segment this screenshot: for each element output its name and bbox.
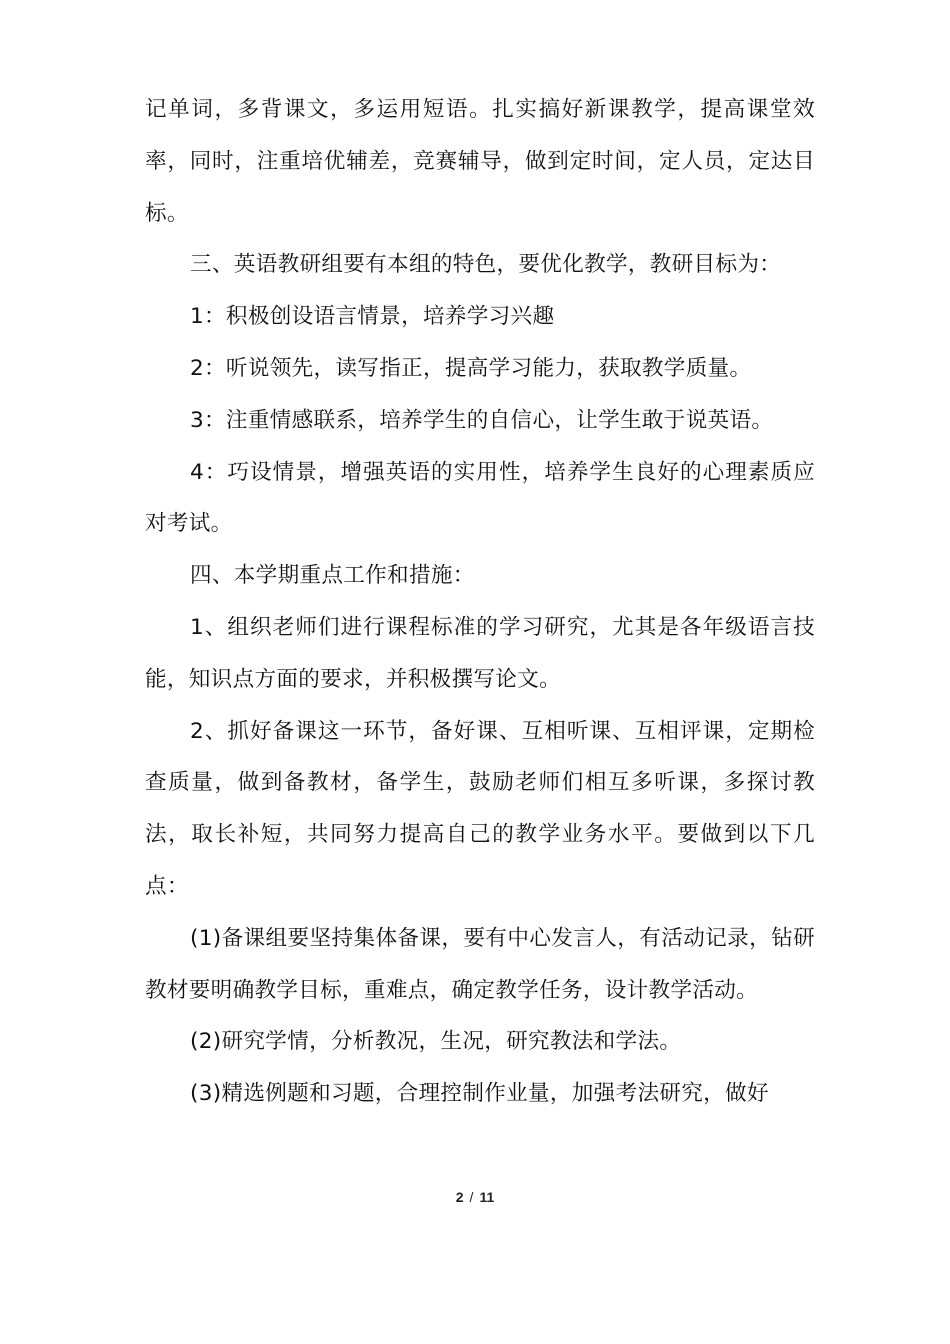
paragraph-4: 2：听说领先，读写指正，提高学习能力，获取教学质量。 <box>190 355 752 381</box>
document-body <box>145 84 815 1120</box>
paragraph-2: 三、英语教研组要有本组的特色，要优化教学，教研目标为： <box>190 252 782 278</box>
page-number-footer <box>0 1189 950 1205</box>
paragraph-11: (2)研究学情，分析教况，生况，研究教法和学法。 <box>190 1029 682 1055</box>
paragraph-12: (3)精选例题和习题，合理控制作业量，加强考法研究，做好 <box>190 1081 769 1107</box>
total-page-count: 11 <box>479 1189 495 1205</box>
paragraph-1: 记单词，多背课文，多运用短语。扎实搞好新课教学，提高课堂效率，同时，注重培优辅差，竞赛辅导，做到定时间，定人员，定达目标。 <box>145 97 815 226</box>
paragraph-10: (1)备课组要坚持集体备课，要有中心发言人，有活动记录，钻研教材要明确教学目标，重难点，确定教学任务，设计教学活动。 <box>145 925 815 1003</box>
paragraph-9: 2、抓好备课这一环节，备好课、互相听课、互相评课，定期检查质量，做到备教材，备学生，鼓励老师们相互多听课，多探讨教法，取长补短，共同努力提高自己的教学业务水平。要做到以下几点： <box>145 718 815 899</box>
page-separator: / <box>469 1189 474 1205</box>
paragraph-3: 1：积极创设语言情景，培养学习兴趣 <box>190 304 555 330</box>
paragraph-6: 4：巧设情景，增强英语的实用性，培养学生良好的心理素质应对考试。 <box>145 459 815 537</box>
paragraph-5: 3：注重情感联系，培养学生的自信心，让学生敢于说英语。 <box>190 407 774 433</box>
paragraph-8: 1、组织老师们进行课程标准的学习研究，尤其是各年级语言技能，知识点方面的要求，并积极撰写论文。 <box>145 614 815 692</box>
current-page-number: 2 <box>455 1189 464 1205</box>
paragraph-7: 四、本学期重点工作和措施： <box>190 563 475 589</box>
